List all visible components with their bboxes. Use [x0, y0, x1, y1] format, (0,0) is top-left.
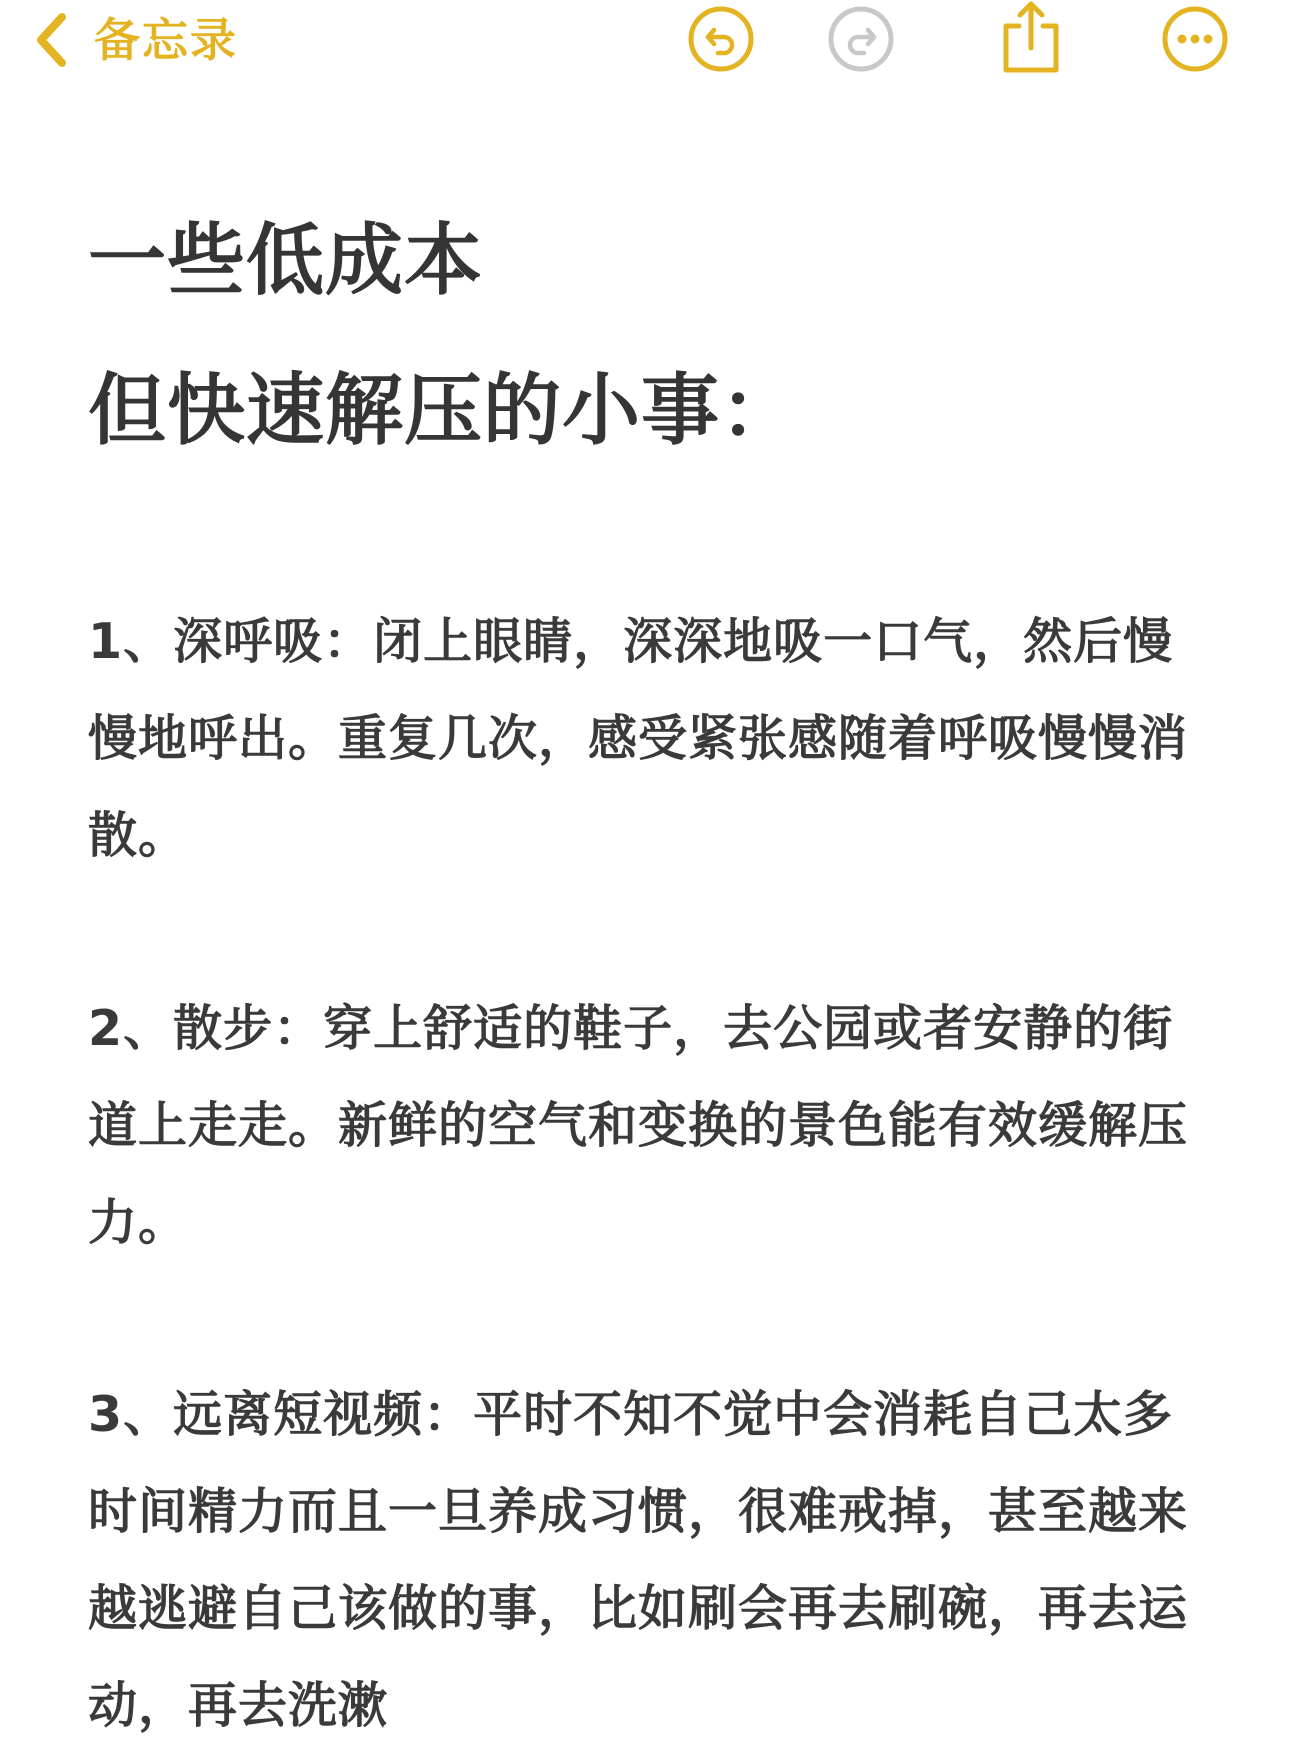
list-item: 2、散步：穿上舒适的鞋子，去公园或者安静的街道上走走。新鲜的空气和变换的景色能有效缓解压力。	[88, 1000, 1189, 1251]
note-title-line-1: 一些低成本	[88, 216, 484, 306]
list-item: 1、深呼吸：闭上眼睛，深深地吸一口气，然后慢慢地呼出。重复几次，感受紧张感随着呼吸慢慢消散。	[88, 613, 1189, 864]
back-label: 备忘录	[94, 13, 238, 67]
share-icon	[998, 0, 1064, 76]
chevron-left-icon	[34, 11, 68, 69]
undo-button[interactable]	[686, 4, 756, 74]
note-title-line-2: 但快速解压的小事：	[88, 366, 800, 456]
redo-button[interactable]	[826, 4, 896, 74]
more-icon	[1160, 4, 1230, 74]
redo-icon	[826, 4, 896, 74]
navigation-bar	[0, 0, 1290, 80]
list-item: 3、远离短视频：平时不知不觉中会消耗自己太多时间精力而且一旦养成习惯，很难戒掉，甚至越来越逃避自己该做的事，比如刷会再去刷碗，再去运动，再去洗漱	[88, 1386, 1189, 1734]
undo-icon	[686, 4, 756, 74]
back-button[interactable]	[34, 0, 238, 80]
more-button[interactable]	[1160, 4, 1230, 74]
share-button[interactable]	[998, 0, 1064, 76]
